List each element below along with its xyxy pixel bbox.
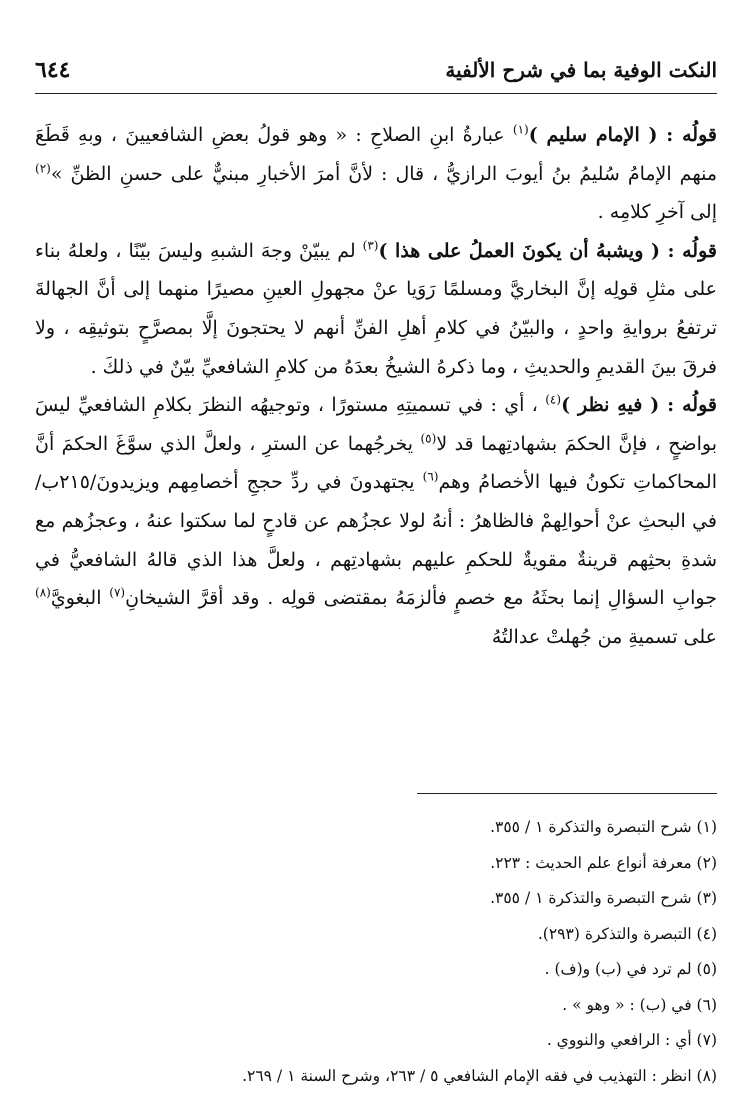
footnote-ref: (٧)	[109, 585, 126, 600]
footnotes	[35, 810, 717, 1094]
footnote: (٧) أي : الرافعي والنووي .	[546, 1031, 717, 1049]
paragraph-text: عبارةُ ابنِ الصلاحِ : « وهو قولُ بعضِ الشافعيينَ ، وبهِ قَطَعَ منهم الإمامُ سُليمُ بنُ أيوبَ الرازيُّ ، قال : لأنَّ أمرَ الأخبارِ مبنيٌّ على حسنِ الظنِّ »	[35, 124, 717, 185]
paragraph-text: يخرجُهما عن السترِ ، ولعلَّ الذي سوَّغَ الحكمَ أنَّ المحاكماتِ تكونُ فيها الأخصامُ وهم	[35, 432, 717, 494]
footnote: (٣) شرح التبصرة والتذكرة ١ / ٣٥٥.	[490, 889, 717, 907]
footnote-ref: (٥)	[420, 431, 437, 446]
footnote-rule	[417, 793, 717, 794]
paragraph-2	[35, 232, 717, 386]
footnote-ref: (٦)	[422, 470, 439, 485]
paragraph-3	[35, 386, 717, 656]
footnote-ref: (٣)	[362, 238, 379, 253]
quoted-lemma: قولُه : ( فيهِ نظر )	[561, 394, 717, 417]
paragraph-text: على تسميةِ من جُهلتْ عدالتُهُ	[491, 625, 717, 648]
footnote-ref: (١)	[512, 122, 529, 137]
paragraph-text: يجتهدونَ في ردِّ حججِ أخصامِهم ويزيدونَ/٢١٥ب/ في البحثِ عنْ أحوالِهمْ فالظاهرُ : أنهُ لولا عجزُهم عن قادحٍ لما سكتوا عنهُ ، وعجزُهم مع شدةِ بحثِهم قرينةٌ مقويةٌ للحكمِ عليهم بشهادتِهم ، ولعلَّ هذا الذي قالهُ الشافعيُّ في جوابِ السؤالِ إنما بحثَهُ مع خصمٍ فألزمَهُ بمقتضى قولِه . وقد أقرَّ الشيخانِ	[35, 471, 718, 610]
header-rule	[35, 93, 717, 94]
footnote: (٥) لم ترد في (ب) و(ف) .	[544, 960, 717, 978]
paragraph-1	[35, 116, 717, 232]
running-title: النكت الوفية بما في شرح الألفية	[445, 58, 717, 82]
page-header	[35, 52, 717, 88]
paragraph-text: لم يبيّنْ وجهَ الشبهِ وليسَ بيّنًا ، ولعلهُ بناء على مثلِ قولِه إنَّ البخاريَّ ومسلمًا رَوَيا عنْ مجهولِ العينِ مصيرًا منهما إلى أنَّ الجهالةَ ترتفعُ بروايةِ واحدٍ ، والبيّنُ في كلامِ أهلِ الفنِّ أنهم لا يحتجونَ إلَّا بمصرَّحٍ بتوثيقِه ، ولا فرقَ بينَ القديمِ والحديثِ ، وما ذكرهُ الشيخُ بعدَهُ من كلامِ الشافعيِّ بيّنٌ في ذلكَ .	[35, 239, 717, 378]
footnote: (٤) التبصرة والتذكرة (٢٩٣).	[537, 924, 717, 943]
footnote: (٦) في (ب) : « وهو » .	[562, 995, 717, 1014]
paragraph-text: ، أي : في تسميتِهِ مستورًا ، وتوجيهُه النظرَ بكلامِ الشافعيِّ ليسَ بواضحٍ ، فإنَّ الحكمَ بشهادتِهما قد لا	[35, 394, 718, 455]
footnote: (٨) انظر : التهذيب في فقه الإمام الشافعي ٥ / ٢٦٣، وشرح السنة ١ / ٢٦٩.	[242, 1066, 717, 1085]
page-number: ٦٤٤	[35, 57, 71, 83]
paragraph-text: إلى آخرِ كلامِه .	[597, 201, 717, 224]
footnote-ref: (٢)	[35, 161, 51, 176]
paragraph-text: البغويَّ	[50, 587, 110, 610]
quoted-lemma: قولُه : ( الإمام سليم )	[528, 124, 717, 146]
footnote-ref: (٨)	[35, 585, 51, 600]
main-text	[35, 116, 717, 656]
footnote-ref: (٤)	[545, 392, 562, 407]
quoted-lemma: قولُه : ( ويشبهُ أن يكونَ العملُ على هذا )	[378, 239, 717, 262]
footnote: (٢) معرفة أنواع علم الحديث : ٢٢٣.	[490, 853, 717, 872]
footnote: (١) شرح التبصرة والتذكرة ١ / ٣٥٥.	[490, 818, 717, 836]
